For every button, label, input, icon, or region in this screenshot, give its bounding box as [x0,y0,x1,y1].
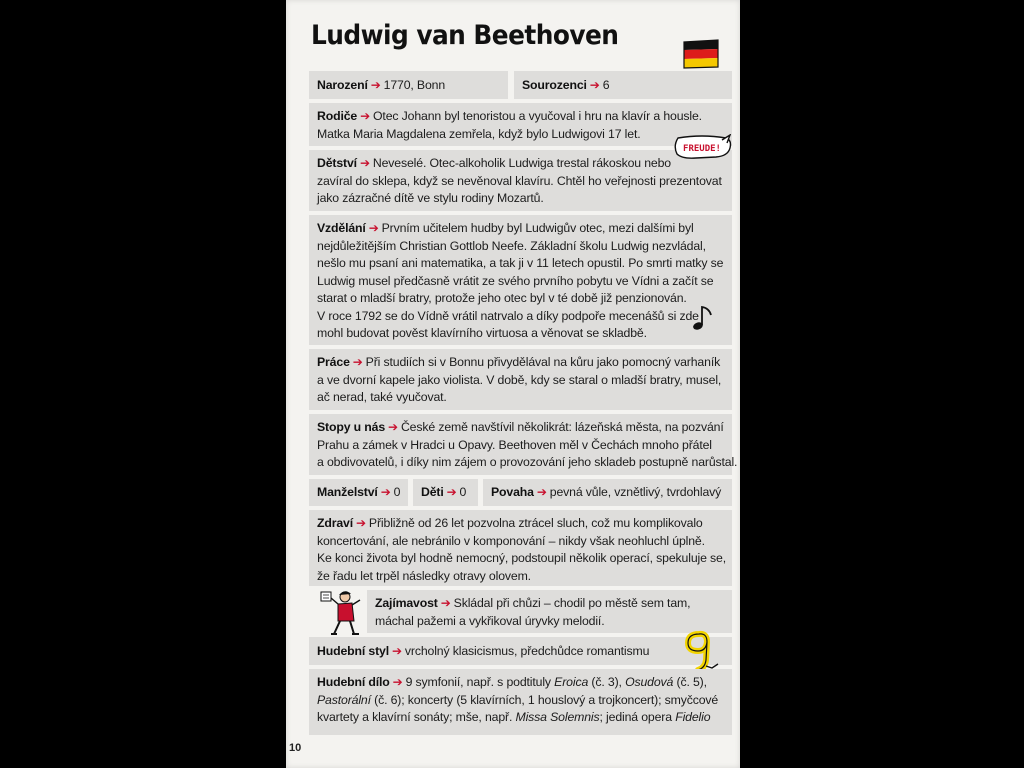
parents-line: Matka Maria Magdalena zemřela, když bylo Ludwigovi 17 let. [317,126,641,141]
traces-line: České země navštívil několikrát: lázeňská města, na pozvání [400,420,724,434]
health-label: Zdraví [317,516,354,530]
traces-box [309,414,738,475]
education-line: nejdůležitějším Christian Gottlob Neefe. Základní školu Ludwig nezvládal, [317,238,706,253]
health-line: Přibližně od 26 let pozvolna ztrácel sluch, což mu komplikovalo [368,516,703,530]
arrow-icon: ➔ [536,485,547,499]
arrow-icon: ➔ [370,78,381,92]
health-box [309,510,732,586]
temperament-value: pevná vůle, vznětlivý, tvrdohlavý [549,485,722,499]
education-label: Vzdělání [317,221,366,235]
traces-line: Prahu a zámek v Hradci u Opavy. Beethoven měl v Čechách mnoho přátel [317,437,712,452]
work-box [309,349,732,410]
arrow-icon: ➔ [392,644,402,658]
childhood-line: Neveselé. Otec-alkoholik Ludwiga trestal rákoskou nebo [372,156,671,170]
arrow-icon: ➔ [356,516,366,530]
curiosity-line: Skládal při chůzi – chodil po městě sem tam, [453,596,691,610]
work-label: Práce [317,355,350,369]
arrow-icon: ➔ [589,78,600,92]
music-works-text: (č. 6); koncerty (5 klavírních, 1 houslový a trojkoncert); smyčcové [370,692,719,707]
music-style-label: Hudební styl [317,644,389,658]
music-works-title: Eroica [554,675,589,689]
children-label: Děti [421,485,444,499]
book-page [286,0,740,768]
health-line: že řadu let trpěl následky otravy olovem. [317,568,531,583]
curiosity-line: máchal pažemi a vykřikoval úryvky melodií. [375,613,605,628]
page-number: 10 [289,742,302,754]
page-title: Ludwig van Beethoven [311,20,619,51]
arrow-icon: ➔ [359,156,370,170]
arrow-icon: ➔ [388,420,398,434]
temperament-box [483,479,732,506]
work-line: Při studiích si v Bonnu přivydělával na kůru jako pomocný varhaník [365,355,721,369]
music-works-text: ; jediná opera [599,710,676,724]
arrow-icon: ➔ [352,355,363,369]
work-line: a ve dvorní kapele jako violista. V době, kdy se staral o mladší bratry, musel, [317,372,722,387]
music-works-title: Fidelio [675,710,711,724]
education-line: V roce 1792 se do Vídně vrátil natrvalo a díky podpoře mecenášů si zde [317,308,699,323]
music-style-box [309,637,732,665]
marriage-value: 0 [393,485,401,499]
walking-composer-icon [319,588,365,638]
parents-box [309,103,732,146]
curiosity-label: Zajímavost [375,596,438,610]
music-works-title: Missa Solemnis [515,710,600,724]
childhood-label: Dětství [317,156,357,170]
arrow-icon: ➔ [368,221,379,235]
music-works-title: Pastorální [317,692,371,707]
arrow-icon: ➔ [360,109,371,123]
children-value: 0 [459,485,467,499]
education-line: mohl budovat pověst klavírního virtuosa a věnovat se skladbě. [317,326,647,340]
education-line: Ludwig musel předčasně vrátit ze svého prvního pobytu ve Vídni a začít se [317,273,714,288]
health-line: Ke konci života byl hodně nemocný, podstoupil několik operací, spekuluje se, [317,551,726,565]
siblings-value: 6 [602,78,610,92]
children-box [413,479,478,506]
marriage-label: Manželství [317,485,378,499]
arrow-icon: ➔ [440,596,451,610]
curiosity-box [367,590,732,633]
music-works-box [309,669,732,735]
parents-label: Rodiče [317,109,358,123]
music-works-label: Hudební dílo [317,675,390,689]
music-works-text: (č. 5), [673,675,707,689]
childhood-box [309,150,732,211]
music-works-text: kvartety a klavírní sonáty; mše, např. [317,710,516,724]
siblings-box [514,71,732,99]
education-line: nešlo mu psaní ani matematika, a tak ji v 11 letech opustil. Po smrti matky se [317,256,724,270]
music-note-icon [691,303,715,333]
number-nine-icon [682,628,726,674]
birth-value: 1770, Bonn [383,78,446,92]
music-works-text: 9 symfonií, např. s podtituly [405,675,555,689]
temperament-label: Povaha [491,485,534,499]
music-works-title: Osudová [625,675,674,689]
speech-bubble-icon [672,134,734,164]
music-works-text: (č. 3), [588,675,626,689]
health-line: koncertování, ale nebránilo v komponování – nikdy však neohluchl úplně. [317,533,705,548]
traces-label: Stopy u nás [317,420,386,434]
education-line: starat o mladší bratry, protože jeho otec byl v té době již penzionován. [317,291,687,305]
marriage-box [309,479,408,506]
arrow-icon: ➔ [446,485,457,499]
arrow-icon: ➔ [392,675,403,689]
childhood-line: jako zázračné dítě ve stylu rodiny Mozartů. [317,191,544,205]
education-box [309,215,732,345]
traces-line: a obdivovatelů, i díky nim zájem o provozování jeho skladeb postupně narůstal. [317,455,738,469]
childhood-line: zavíral do sklepa, když se nevěnoval klavíru. Chtěl ho veřejnosti prezentovat [317,173,722,188]
german-flag-icon [682,39,720,69]
speech-bubble-text: FREUDE! [683,144,721,154]
education-line: Prvním učitelem hudby byl Ludwigův otec, mezi dalšími byl [381,221,694,235]
birth-label: Narození [317,78,368,92]
arrow-icon: ➔ [380,485,391,499]
siblings-label: Sourozenci [522,78,587,92]
work-line: ač nerad, také vyučovat. [317,390,447,404]
parents-line: Otec Johann byl tenoristou a vyučoval i hru na klavír a housle. [373,109,702,123]
music-style-value: vrcholný klasicismus, předchůdce romantismu [404,644,650,658]
birth-box [309,71,508,99]
